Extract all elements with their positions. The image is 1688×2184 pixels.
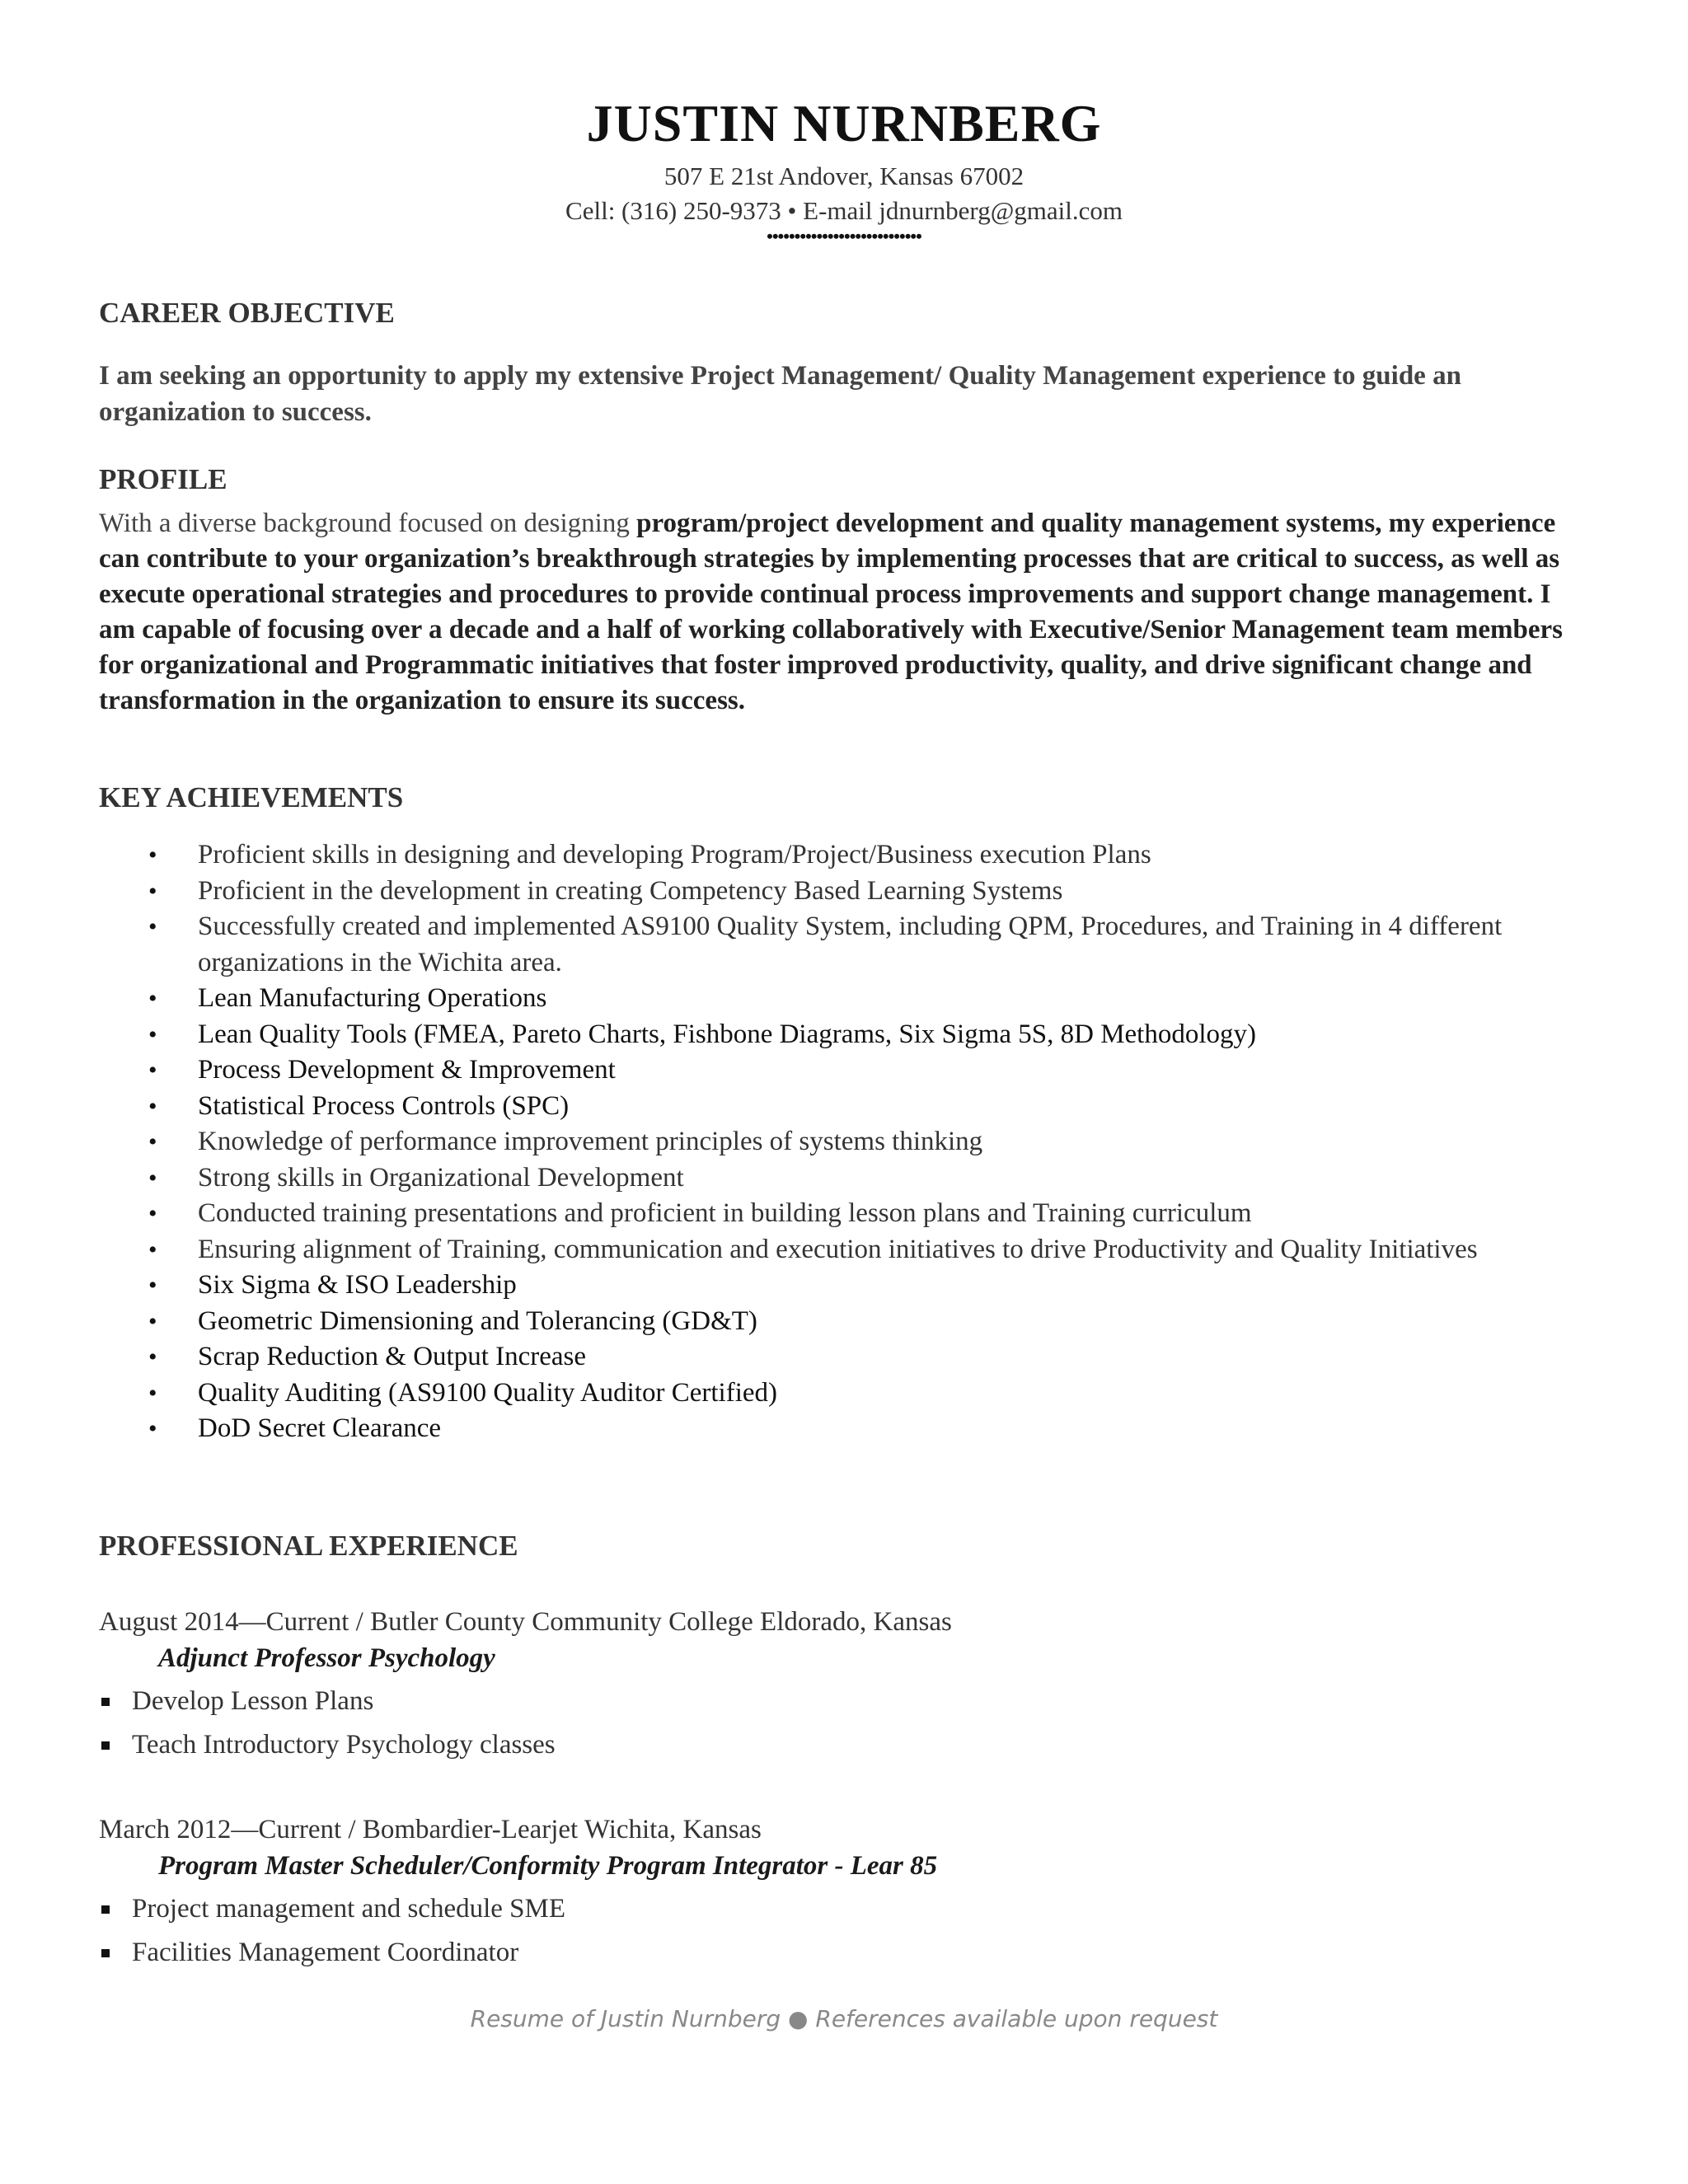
resume-page xyxy=(99,0,1589,2184)
candidate-contact: Cell: (316) 250-9373 • E-mail jdnurnberg@gmail.com xyxy=(565,196,1123,225)
list-item: Develop Lesson Plans xyxy=(99,1680,556,1723)
list-item: • Proficient in the development in creating Competency Based Learning Systems xyxy=(99,874,1589,910)
bullet-icon: • xyxy=(148,877,157,905)
job-title: Adjunct Professor Psychology xyxy=(158,1643,495,1673)
job-line: August 2014—Current / Butler County Community College Eldorado, Kansas xyxy=(99,1607,952,1637)
list-item: • Process Development & Improvement xyxy=(99,1052,1589,1089)
job-duties xyxy=(99,1680,556,1767)
list-item: • Proficient skills in designing and developing Program/Project/Business execution Plans xyxy=(99,837,1589,874)
page-footer: Resume of Justin Nurnberg ● References available upon request xyxy=(470,2005,1218,2032)
bullet-icon: • xyxy=(148,1235,157,1263)
objective-heading: CAREER OBJECTIVE xyxy=(99,297,395,329)
bullet-icon: • xyxy=(148,841,157,869)
list-item: • Successfully created and implemented AS9100 Quality System, including QPM, Procedures, and Training in 4 different organizations in the Wichita area. xyxy=(99,909,1589,981)
list-item: • Knowledge of performance improvement principles of systems thinking xyxy=(99,1124,1589,1160)
candidate-address: 507 E 21st Andover, Kansas 67002 xyxy=(663,162,1025,190)
list-item: • Ensuring alignment of Training, communication and execution initiatives to drive Productivity and Quality Initiatives xyxy=(99,1232,1589,1268)
job-title: Program Master Scheduler/Conformity Program Integrator - Lear 85 xyxy=(158,1851,938,1881)
list-item: Project management and schedule SME xyxy=(99,1887,565,1931)
candidate-name: JUSTIN NURNBERG xyxy=(586,94,1102,152)
list-item: Teach Introductory Psychology classes xyxy=(99,1723,556,1767)
list-item: • Geometric Dimensioning and Tolerancing (GD&T) xyxy=(99,1304,1589,1340)
profile-heading: PROFILE xyxy=(99,463,227,495)
objective-text: I am seeking an opportunity to apply my extensive Project Management/ Quality Management experience to guide an organization to success. xyxy=(99,361,1461,427)
bullet-icon: • xyxy=(148,1307,157,1335)
job-duties xyxy=(99,1887,565,1975)
bullet-icon: • xyxy=(148,1343,157,1371)
list-item: Facilities Management Coordinator xyxy=(99,1931,565,1975)
header-divider: •••••••••••••••••••••••••••• xyxy=(767,226,921,246)
bullet-icon: • xyxy=(148,1128,157,1155)
profile-body: program/project development and quality management systems, my experience can contribute to your organization’s breakthrough strategies by implementing processes that are critical to success, as well as execute operational strategies and procedures to provide continual process improvements and support change management. I am capable of focusing over a decade and a half of working collaboratively with Executive/Senior Management team members for organizational and Programmatic initiatives that foster improved productivity, quality, and drive significant change and transformation in the organization to ensure its success. xyxy=(99,509,1564,715)
bullet-icon: • xyxy=(148,1415,157,1442)
bullet-icon: • xyxy=(148,1164,157,1192)
profile-intro: With a diverse background focused on designing xyxy=(99,509,637,538)
list-item: • Scrap Reduction & Output Increase xyxy=(99,1339,1589,1376)
square-bullet-icon xyxy=(101,1741,110,1750)
profile-text xyxy=(99,506,1589,719)
list-item: • Quality Auditing (AS9100 Quality Auditor Certified) xyxy=(99,1376,1589,1412)
square-bullet-icon xyxy=(101,1905,110,1914)
bullet-icon: • xyxy=(148,985,157,1012)
bullet-icon: • xyxy=(148,1092,157,1120)
bullet-icon: • xyxy=(148,1020,157,1048)
bullet-icon: • xyxy=(148,1057,157,1084)
list-item: • Conducted training presentations and proficient in building lesson plans and Training curriculum xyxy=(99,1196,1589,1232)
list-item: • Six Sigma & ISO Leadership xyxy=(99,1268,1589,1304)
bullet-icon: • xyxy=(148,913,157,940)
bullet-icon: • xyxy=(148,1272,157,1299)
list-item: • Lean Quality Tools (FMEA, Pareto Charts, Fishbone Diagrams, Six Sigma 5S, 8D Methodology) xyxy=(99,1017,1589,1053)
experience-heading: PROFESSIONAL EXPERIENCE xyxy=(99,1530,518,1562)
list-item: • Strong skills in Organizational Development xyxy=(99,1160,1589,1197)
job-line: March 2012—Current / Bombardier-Learjet Wichita, Kansas xyxy=(99,1815,762,1844)
square-bullet-icon xyxy=(101,1698,110,1706)
achievements-heading: KEY ACHIEVEMENTS xyxy=(99,781,404,813)
bullet-icon: • xyxy=(148,1379,157,1407)
list-item: • Statistical Process Controls (SPC) xyxy=(99,1089,1589,1125)
achievements-list xyxy=(99,837,1589,1447)
bullet-icon: • xyxy=(148,1200,157,1227)
list-item: • Lean Manufacturing Operations xyxy=(99,981,1589,1017)
square-bullet-icon xyxy=(101,1949,110,1957)
list-item: • DoD Secret Clearance xyxy=(99,1411,1589,1447)
